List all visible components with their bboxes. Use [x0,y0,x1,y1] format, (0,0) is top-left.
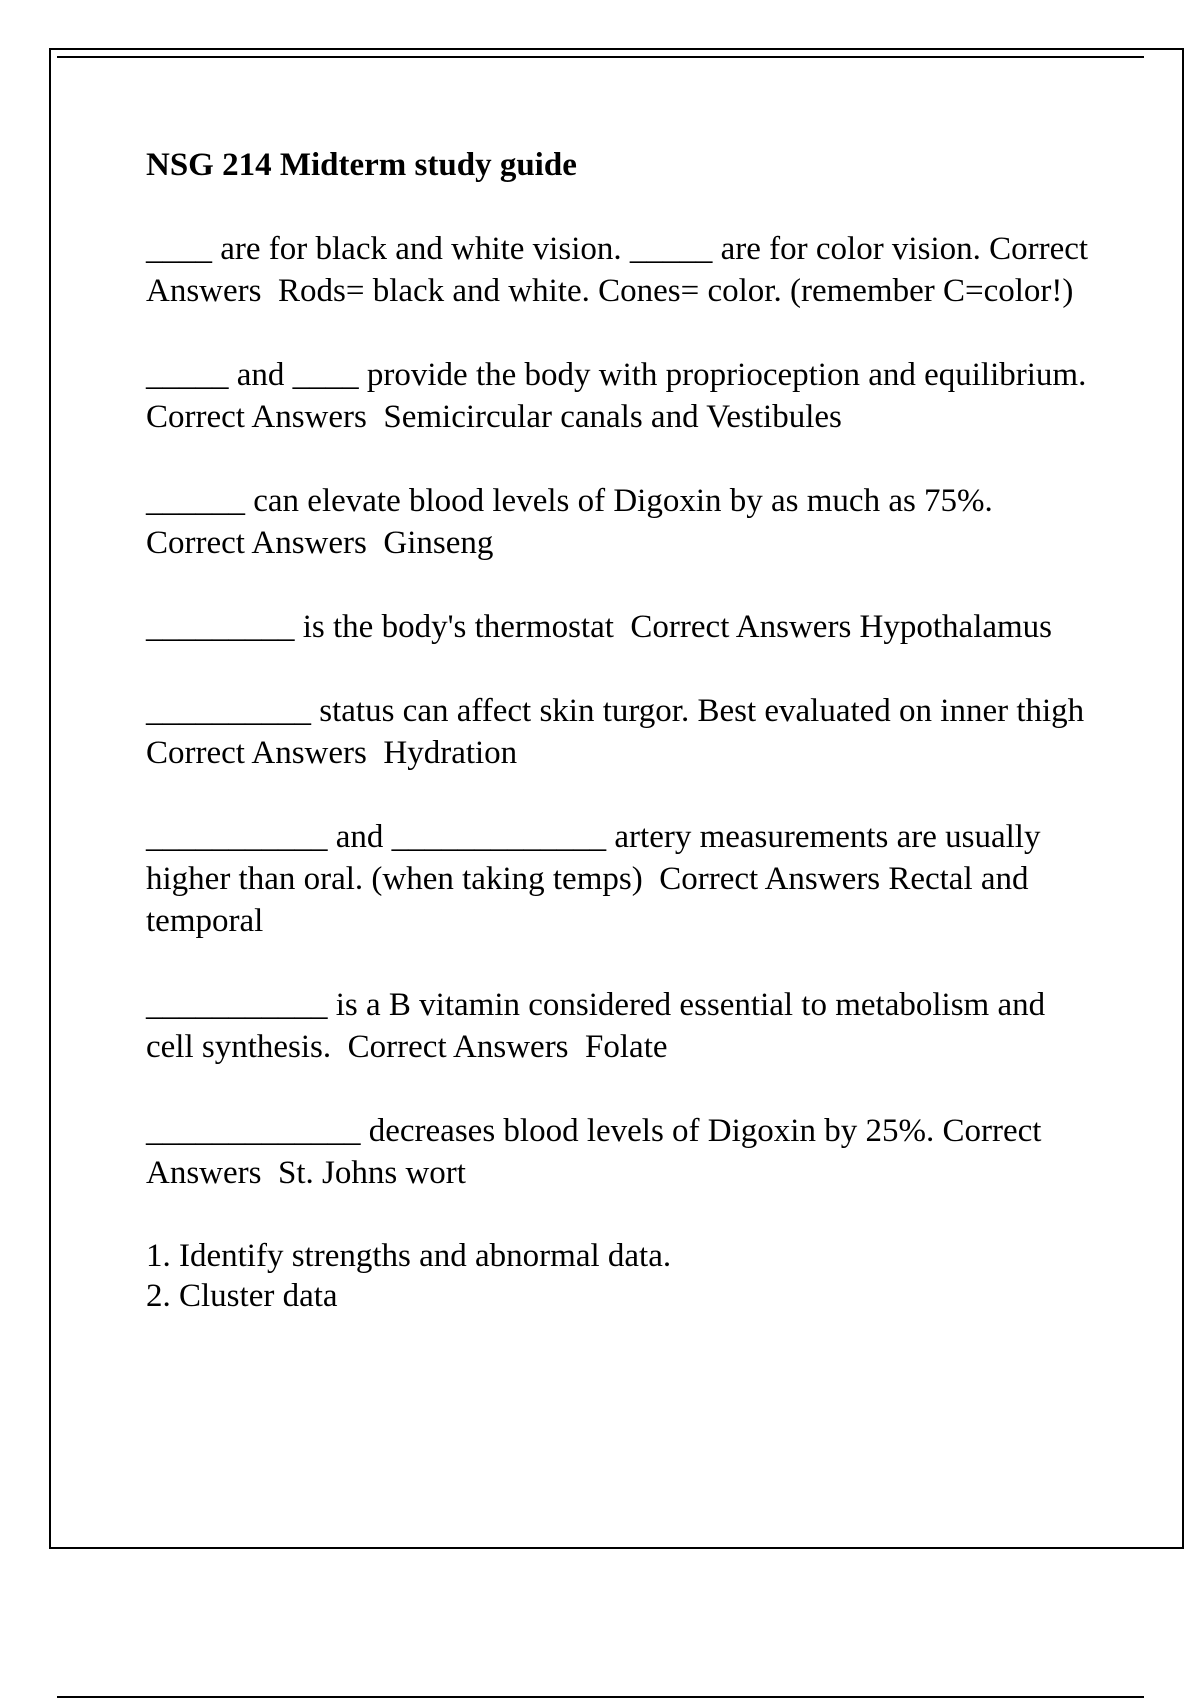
question-text: ____ are for black and white vision. _____ are for color vision. [146,231,981,267]
qa-item [146,228,1095,312]
answer-text: Semicircular canals and Vestibules [383,399,842,435]
answer-text: Rectal and temporal [146,861,1037,939]
qa-item [146,606,1091,648]
numbered-list [146,1236,1091,1316]
answer-label: Correct Answers [347,1029,569,1065]
list-item: 1. Identify strengths and abnormal data. [146,1238,672,1274]
answer-label: Correct Answers [146,399,367,435]
question-text: ______ can elevate blood levels of Digoxin by as much as 75%. [146,483,993,519]
question-text: _________ is the body's thermostat [146,609,614,645]
question-text: _____________ decreases blood levels of Digoxin by 25%. [146,1113,935,1149]
answer-text: Folate [585,1029,668,1065]
qa-item [146,984,1091,1068]
qa-item [146,480,1091,564]
qa-item [146,354,1091,438]
answer-text: Hydration [383,735,518,771]
answer-label: Correct Answers [659,861,881,897]
answer-label: Correct Answers [146,231,1095,309]
question-text: __________ status can affect skin turgor. Best evaluated on inner thigh [146,693,1085,729]
question-text: _____ and ____ provide the body with proprioception and equilibrium. [146,357,1087,393]
bottom-rule [57,1696,1144,1698]
document-body [146,144,1095,1316]
document-title: NSG 214 Midterm study guide [146,147,577,183]
qa-item [146,816,1091,942]
answer-label: Correct Answers [146,525,367,561]
answer-label: Correct Answers [146,735,367,771]
question-text: ___________ is a B vitamin considered essential to metabolism and cell synthesis. [146,987,1054,1065]
answer-text: Hypothalamus [859,609,1053,645]
answer-text: St. Johns wort [277,1155,466,1191]
qa-item [146,690,1091,774]
qa-item [146,1110,1091,1194]
list-item: 2. Cluster data [146,1278,338,1314]
answer-label: Correct Answers [630,609,852,645]
answer-text: Rods= black and white. Cones= color. (remember C=color!) [277,273,1074,309]
top-rule [57,56,1144,58]
question-text: ___________ and _____________ artery measurements are usually higher than oral. (when taking temps) [146,819,1049,897]
answer-label: Correct Answers [146,1113,1048,1191]
answer-text: Ginseng [383,525,494,561]
